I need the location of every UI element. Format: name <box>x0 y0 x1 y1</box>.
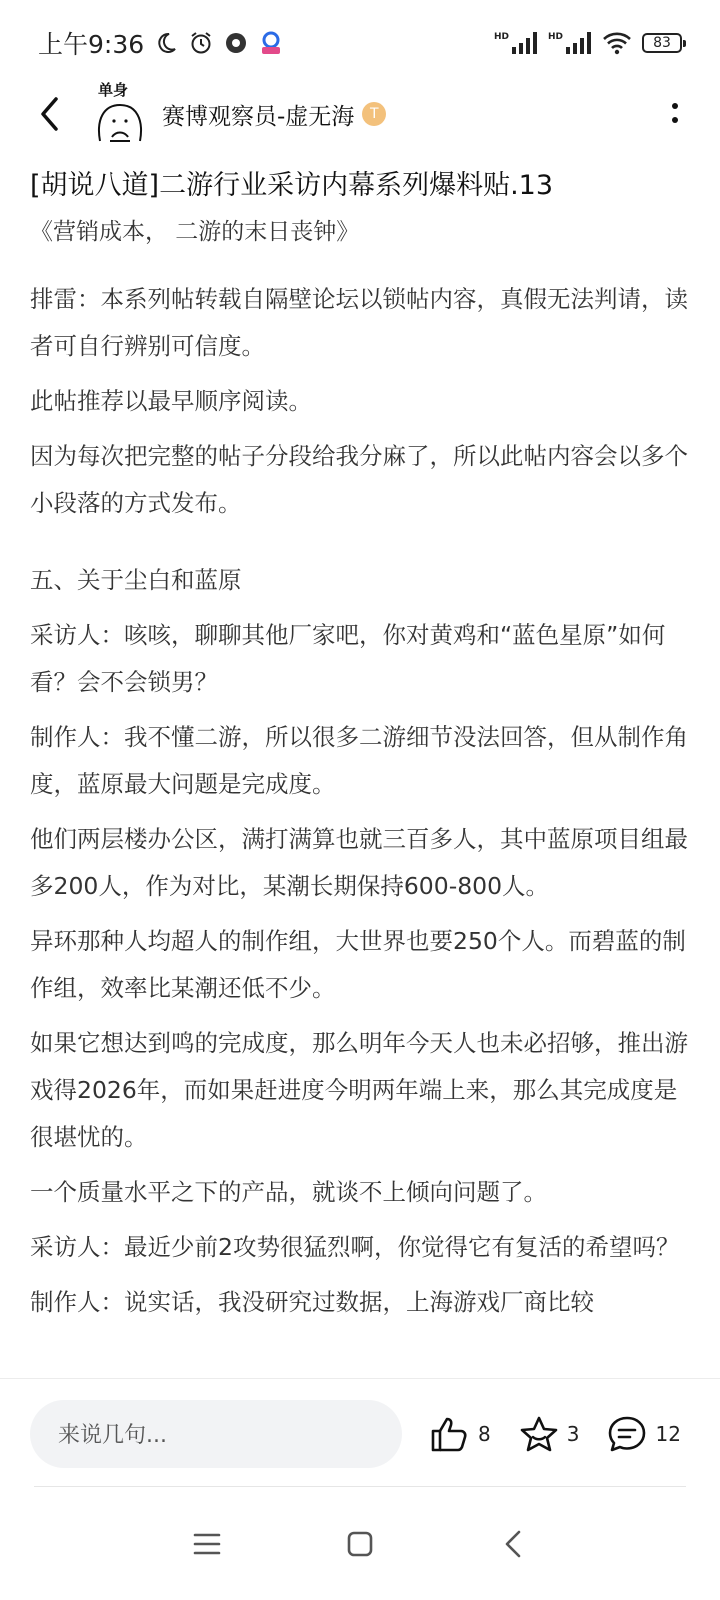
app-header <box>0 74 720 154</box>
paragraph: 如果它想达到鸣的完成度，那么明年今天人也未必招够，推出游戏得2026年，而如果赶进度今明两年端上来，那么其完成度是很堪忧的。 <box>30 1029 688 1151</box>
post-content <box>30 164 690 1334</box>
status-time: 上午9:36 <box>38 30 145 59</box>
paragraph: 一个质量水平之下的产品，就谈不上倾向问题了。 <box>30 1178 547 1206</box>
menu-icon <box>193 1532 221 1556</box>
alarm-icon <box>188 30 214 56</box>
paragraph: 此帖推荐以最早顺序阅读。 <box>30 387 312 415</box>
battery-level: 83 <box>653 35 671 51</box>
hd-label: HD <box>493 32 509 42</box>
hd-label: HD <box>547 32 563 42</box>
star-icon <box>519 1415 559 1453</box>
author-name[interactable]: 赛博观察员-虚无海 <box>162 103 355 130</box>
app-notification-icon <box>258 30 284 56</box>
moon-icon <box>154 31 178 55</box>
favorite-button[interactable] <box>519 1415 580 1453</box>
paragraph: 采访人：最近少前2攻势很猛烈啊，你觉得它有复活的希望吗？ <box>30 1233 680 1261</box>
avatar-label: 单身 <box>98 81 129 99</box>
system-back-button[interactable] <box>483 1514 543 1574</box>
comment-bubble-icon <box>607 1415 647 1453</box>
system-nav-bar <box>0 1488 720 1600</box>
avatar[interactable] <box>90 79 150 149</box>
action-bar <box>0 1378 720 1488</box>
status-right <box>494 31 682 55</box>
paragraph: 异环那种人均超人的制作组，大世界也要250个人。而碧蓝的制作组，效率比某潮还低不少。 <box>30 927 686 1002</box>
more-vertical-icon <box>671 101 679 127</box>
paragraph: 制作人：我不懂二游，所以很多二游细节没法回答，但从制作角度，蓝原最大问题是完成度。 <box>30 723 688 798</box>
author-badge-label: T <box>370 106 379 122</box>
comment-input[interactable] <box>30 1400 402 1468</box>
back-button[interactable] <box>30 84 70 144</box>
post-title: [胡说八道]二游行业采访内幕系列爆料贴.13 <box>30 170 554 201</box>
status-left <box>38 25 284 61</box>
dot-app-icon <box>224 31 248 55</box>
signal-icon <box>494 32 538 54</box>
paragraph: 制作人：说实话，我没研究过数据，上海游戏厂商比较 <box>30 1288 594 1316</box>
battery-icon <box>642 33 682 53</box>
comment-count: 12 <box>655 1421 681 1446</box>
comment-placeholder: 来说几句... <box>58 1423 167 1448</box>
author-badge <box>362 102 386 126</box>
like-count: 8 <box>478 1421 491 1446</box>
nav-divider <box>34 1486 686 1487</box>
paragraph: 因为每次把完整的帖子分段给我分麻了，所以此帖内容会以多个小段落的方式发布。 <box>30 442 688 517</box>
more-button[interactable] <box>660 89 690 139</box>
paragraph: 采访人：咳咳，聊聊其他厂家吧，你对黄鸡和“蓝色星原”如何看？会不会锁男？ <box>30 621 666 696</box>
comment-button[interactable] <box>607 1415 680 1453</box>
signal-icon <box>548 32 592 54</box>
section-heading: 五、关于尘白和蓝原 <box>30 566 242 594</box>
thumbs-up-icon <box>430 1415 470 1453</box>
home-button[interactable] <box>330 1514 390 1574</box>
like-button[interactable] <box>430 1415 491 1453</box>
favorite-count: 3 <box>566 1421 580 1446</box>
paragraph: 他们两层楼办公区，满打满算也就三百多人，其中蓝原项目组最多200人，作为对比，某潮长期保持600-800人。 <box>30 825 688 900</box>
home-square-icon <box>347 1531 373 1557</box>
wifi-icon <box>602 31 632 55</box>
paragraph: 排雷：本系列帖转载自隔壁论坛以锁帖内容，真假无法判请，读者可自行辨别可信度。 <box>30 285 688 360</box>
chevron-left-icon <box>38 96 62 132</box>
post-subtitle: 《营销成本， 二游的末日丧钟》 <box>30 219 360 245</box>
menu-button[interactable] <box>177 1514 237 1574</box>
back-arrow-icon <box>504 1530 522 1558</box>
